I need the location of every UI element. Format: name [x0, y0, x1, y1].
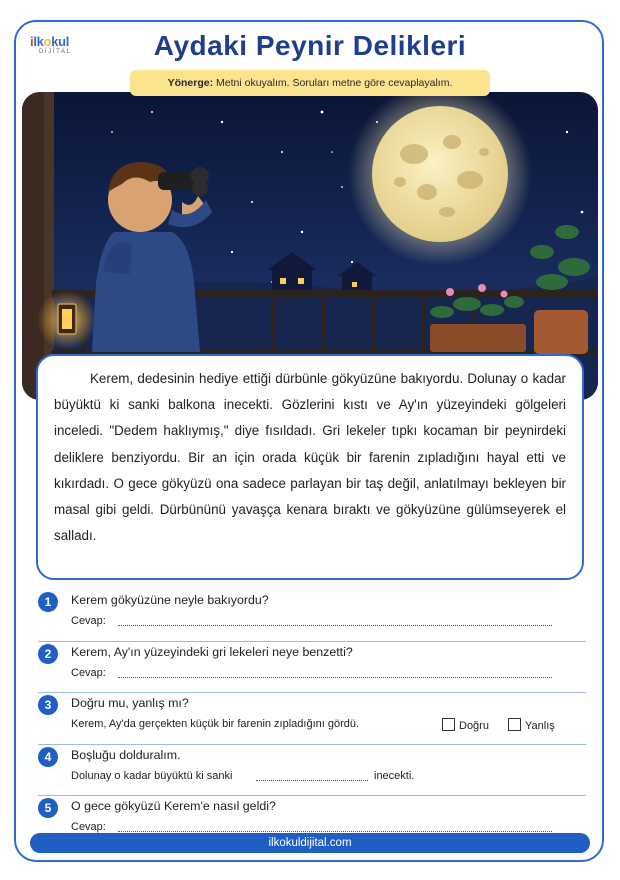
true-checkbox[interactable]: Doğru	[442, 718, 489, 732]
story-paragraph: Kerem, dedesinin hediye ettiği dürbünle gökyüzüne bakıyordu. Dolunay o kadar büyüktü ki sanki balkona inecekti. Gözlerini kıstı ve Ay'ın yüzeyindeki gölgeleri inceledi. "Dedem haklıymış," diye fısıldadı. Gri lekeler tıpkı kocaman bir peynirdeki deliklere benziyordu. Bir an için orada küçük bir farenin zıpladığını hayal etti ve kıkırdadı. O gece gökyüzü ona sadece parlayan bir taş değil, anlatılmayı bekleyen bir masal gibi geldi. Dürbününü yavaşça kenara bıraktı ve gökyüzüne gülümseyerek el salladı.	[54, 371, 566, 544]
question-4: 4 Boşluğu dolduralım. Dolunay o kadar büyüktü ki sanki inecekti.	[38, 745, 586, 797]
questions-list	[38, 590, 586, 848]
instruction-banner: Yönerge: Metni okuyalım. Soruları metne göre cevaplayalım.	[130, 70, 490, 96]
fill-blank-line[interactable]	[256, 780, 368, 781]
false-checkbox[interactable]: Yanlış	[508, 718, 555, 732]
question-5: 5 O gece gökyüzü Kerem'e nasıl geldi? Cevap:	[38, 796, 586, 848]
story-text-box	[36, 354, 584, 580]
false-checkbox-box[interactable]	[508, 718, 521, 731]
true-checkbox-box[interactable]	[442, 718, 455, 731]
moon	[372, 106, 508, 242]
question-3: 3 Doğru mu, yanlış mı? Kerem, Ay'da gerçekten küçük bir farenin zıpladığını gördü. Doğru Yanlış	[38, 693, 586, 745]
question-2: 2 Kerem, Ay'ın yüzeyindeki gri lekeleri neye benzetti? Cevap:	[38, 642, 586, 694]
answer-line-1[interactable]	[118, 625, 552, 626]
question-1: 1 Kerem gökyüzüne neyle bakıyordu? Cevap:	[38, 590, 586, 642]
footer-website[interactable]: ilkokuldijital.com	[30, 833, 590, 853]
answer-line-2[interactable]	[118, 677, 552, 678]
answer-line-5[interactable]	[118, 831, 552, 832]
brand-logo: ilkokul DİJİTAL	[30, 34, 72, 55]
page-title: Aydaki Peynir Delikleri	[153, 30, 467, 61]
